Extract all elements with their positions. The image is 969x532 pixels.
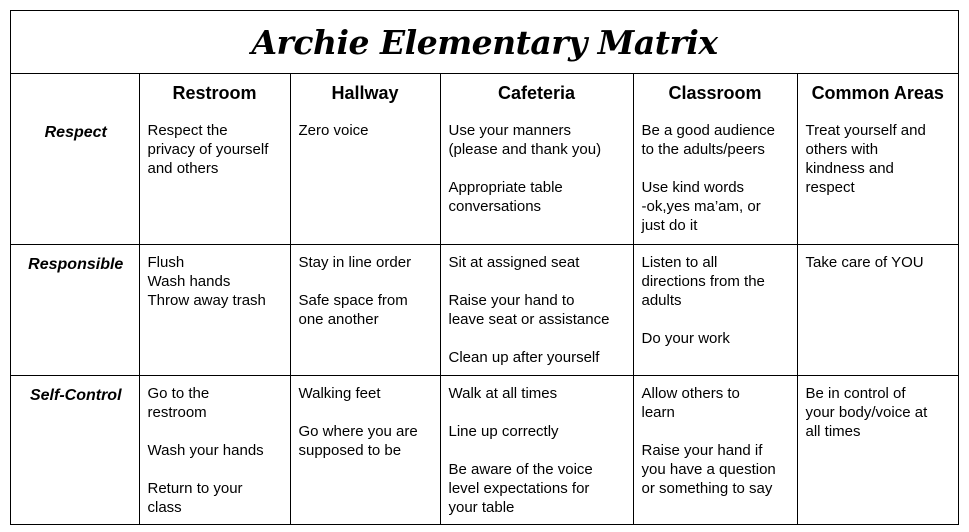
cell-text-line: Zero voice bbox=[298, 122, 369, 139]
cell-text-line: Clean up after yourself bbox=[448, 348, 600, 366]
cell-text-line: Stay in line order bbox=[298, 253, 412, 271]
cell-text-line: Do your work bbox=[641, 329, 730, 347]
row-header-self-control: Self-Control bbox=[11, 375, 139, 524]
cell-text-line: leave seat or assistance bbox=[448, 310, 610, 328]
cell-text-line: Wash hands bbox=[147, 272, 231, 290]
cell-text-line: Throw away trash bbox=[147, 291, 266, 309]
cell-text-line bbox=[642, 422, 791, 441]
column-header-classroom: Classroom bbox=[633, 74, 797, 113]
cell-text-line: restroom bbox=[147, 403, 207, 421]
cell-text-line: adults bbox=[641, 291, 682, 309]
matrix-row-self-control bbox=[11, 375, 958, 524]
cell-text-line: kindness and bbox=[805, 160, 894, 177]
cell-text-line: all times bbox=[805, 422, 861, 440]
cell-text-line: Use kind words bbox=[641, 179, 745, 196]
cell-text-line: respect bbox=[805, 179, 855, 196]
cell-text-line: Be aware of the voice bbox=[448, 460, 593, 478]
cell-text-line: Treat yourself and bbox=[805, 122, 926, 139]
cell-respect-hallway bbox=[290, 113, 440, 244]
cell-text-line: your body/voice at bbox=[805, 403, 928, 421]
cell-text-line: Safe space from bbox=[298, 291, 408, 309]
column-header-cafeteria: Cafeteria bbox=[440, 74, 633, 113]
matrix-row-respect bbox=[11, 113, 958, 244]
cell-text-line: conversations bbox=[448, 198, 542, 215]
cell-text-line bbox=[299, 272, 434, 291]
cell-text-line: class bbox=[147, 498, 182, 516]
cell-text-line: Walk at all times bbox=[448, 384, 558, 402]
cell-text-line: Listen to all bbox=[641, 253, 718, 271]
cell-text-line bbox=[299, 403, 434, 422]
cell-self-control-common-areas bbox=[797, 375, 958, 524]
cell-text-line bbox=[449, 272, 627, 291]
cell-text-line: you have a question bbox=[641, 460, 776, 478]
cell-text-line: Be in control of bbox=[805, 384, 906, 402]
cell-text-line bbox=[449, 329, 627, 348]
row-header-responsible: Responsible bbox=[11, 244, 139, 375]
cell-responsible-restroom bbox=[139, 244, 290, 375]
column-header-hallway: Hallway bbox=[290, 74, 440, 113]
cell-text-line: Respect the bbox=[147, 122, 228, 139]
matrix-title: Archie Elementary Matrix bbox=[11, 11, 958, 74]
cell-text-line: learn bbox=[641, 403, 675, 421]
cell-text-line bbox=[449, 159, 627, 178]
cell-text-line bbox=[148, 460, 284, 479]
cell-text-line: Flush bbox=[147, 253, 185, 271]
cell-text-line bbox=[449, 441, 627, 460]
cell-text-line: Be a good audience bbox=[641, 122, 775, 139]
cell-text-line: or something to say bbox=[641, 479, 773, 497]
cell-respect-cafeteria bbox=[440, 113, 633, 244]
column-header-restroom: Restroom bbox=[139, 74, 290, 113]
cell-text-line bbox=[148, 422, 284, 441]
cell-text-line: to the adults/peers bbox=[641, 141, 765, 158]
cell-responsible-hallway bbox=[290, 244, 440, 375]
cell-respect-restroom bbox=[139, 113, 290, 244]
cell-text-line: Walking feet bbox=[298, 384, 381, 402]
cell-text-line: one another bbox=[298, 310, 379, 328]
cell-text-line: privacy of yourself bbox=[147, 141, 269, 158]
cell-self-control-cafeteria bbox=[440, 375, 633, 524]
cell-text-line bbox=[642, 159, 791, 178]
cell-text-line: Allow others to bbox=[641, 384, 740, 402]
cell-self-control-classroom bbox=[633, 375, 797, 524]
cell-text-line: -ok,yes ma’am, or bbox=[641, 198, 761, 215]
cell-text-line: others with bbox=[805, 141, 879, 158]
cell-text-line: Wash your hands bbox=[147, 441, 264, 459]
cell-text-line: Raise your hand to bbox=[448, 291, 575, 309]
cell-respect-classroom bbox=[633, 113, 797, 244]
cell-text-line bbox=[642, 310, 791, 329]
cell-text-line: Sit at assigned seat bbox=[448, 253, 580, 271]
corner-cell bbox=[11, 74, 139, 113]
cell-text-line: directions from the bbox=[641, 272, 765, 290]
cell-text-line: just do it bbox=[641, 217, 698, 234]
cell-self-control-hallway bbox=[290, 375, 440, 524]
cell-text-line: Appropriate table bbox=[448, 179, 563, 196]
cell-text-line: (please and thank you) bbox=[448, 141, 602, 158]
cell-text-line: Line up correctly bbox=[448, 422, 559, 440]
cell-text-line bbox=[449, 403, 627, 422]
cell-text-line: supposed to be bbox=[298, 441, 402, 459]
cell-responsible-classroom bbox=[633, 244, 797, 375]
cell-text-line: and others bbox=[147, 160, 219, 177]
cell-text-line: Go where you are bbox=[298, 422, 418, 440]
cell-self-control-restroom bbox=[139, 375, 290, 524]
cell-responsible-cafeteria bbox=[440, 244, 633, 375]
cell-text-line: Take care of YOU bbox=[805, 253, 924, 271]
matrix-table bbox=[11, 74, 958, 524]
cell-text-line: your table bbox=[448, 498, 515, 516]
cell-text-line: Go to the bbox=[147, 384, 210, 402]
cell-text-line: Use your manners bbox=[448, 122, 572, 139]
matrix-row-responsible bbox=[11, 244, 958, 375]
cell-text-line: Return to your bbox=[147, 479, 243, 497]
column-header-common-areas: Common Areas bbox=[797, 74, 958, 113]
row-header-respect: Respect bbox=[11, 113, 139, 244]
cell-text-line: level expectations for bbox=[448, 479, 590, 497]
cell-text-line: Raise your hand if bbox=[641, 441, 763, 459]
cell-responsible-common-areas bbox=[797, 244, 958, 375]
header-row bbox=[11, 74, 958, 113]
behavior-matrix bbox=[10, 10, 959, 525]
cell-respect-common-areas bbox=[797, 113, 958, 244]
